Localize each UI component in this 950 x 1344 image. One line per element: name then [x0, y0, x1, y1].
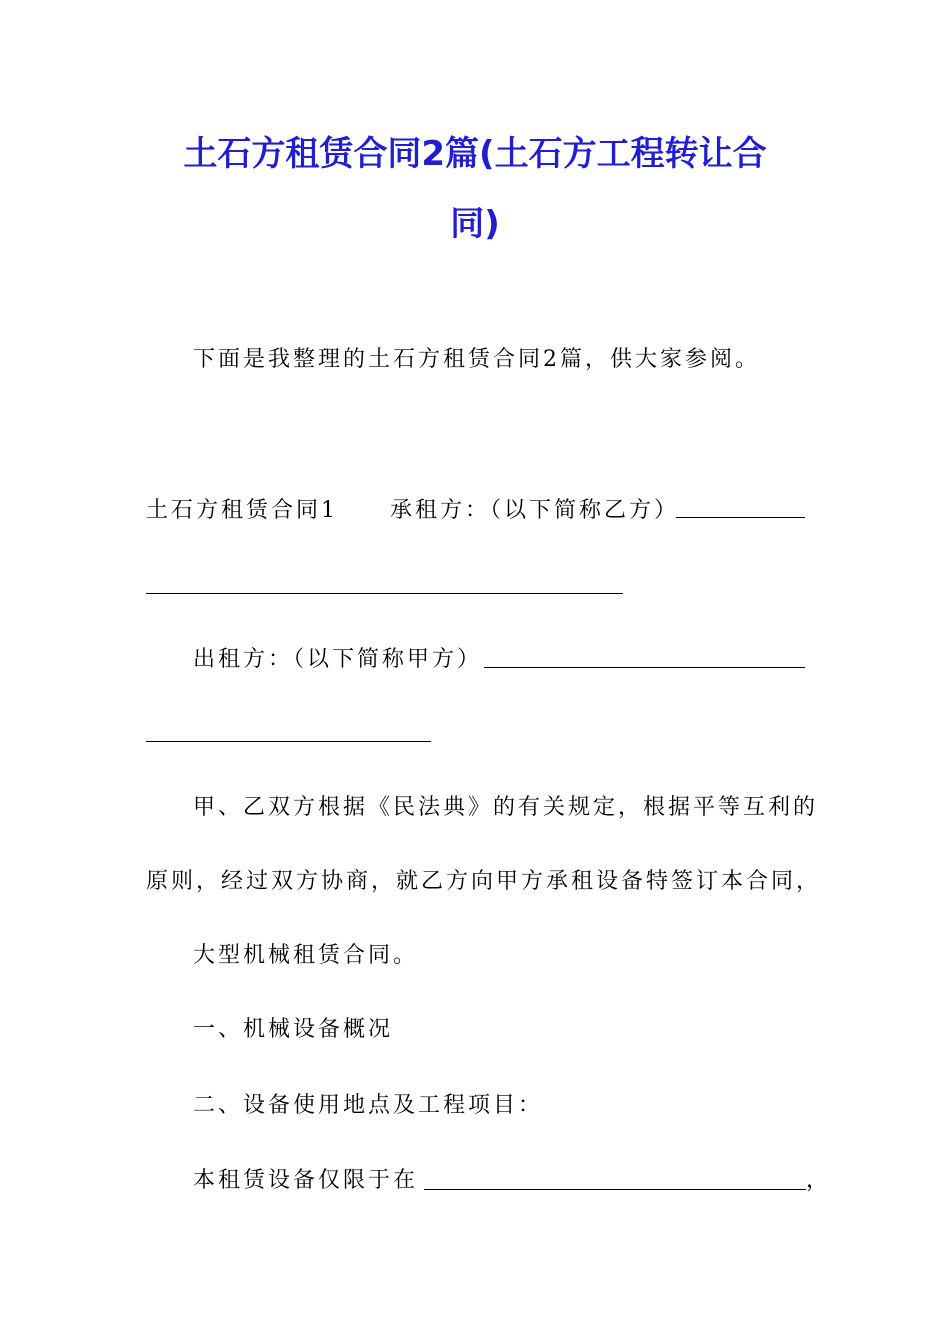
paragraph-1-line-1: 甲、乙双方根据《民法典》的有关规定，根据平等互利的 — [193, 795, 819, 820]
document-title-line-2: 同) — [450, 204, 500, 244]
lessee-label: 承租方：（以下简称乙方） — [390, 498, 680, 523]
document-title-line-1: 土石方租赁合同2篇(土石方工程转让合 — [183, 134, 767, 174]
lessee-blank-line-1 — [676, 517, 805, 518]
paragraph-1-line-2: 原则，经过双方协商，就乙方向甲方承租设备特签订本合同， — [146, 869, 822, 894]
paragraph-2: 大型机械租赁合同。 — [193, 943, 419, 968]
location-suffix: ， — [806, 1168, 832, 1193]
intro-paragraph: 下面是我整理的土石方租赁合同2篇，供大家参阅。 — [193, 347, 760, 372]
section-1-heading: 一、机械设备概况 — [193, 1017, 394, 1042]
lessor-blank-line-2 — [146, 741, 431, 742]
location-blank-line — [424, 1189, 806, 1190]
contract-heading-line — [146, 496, 679, 526]
lessee-blank-line-2 — [146, 593, 623, 594]
lessor-label: 出租方：（以下简称甲方） — [193, 647, 483, 672]
location-prefix: 本租赁设备仅限于在 — [193, 1168, 419, 1193]
lessor-blank-line-1 — [484, 667, 805, 668]
section-2-heading: 二、设备使用地点及工程项目： — [193, 1093, 544, 1118]
contract-heading: 土石方租赁合同1 — [146, 498, 338, 523]
